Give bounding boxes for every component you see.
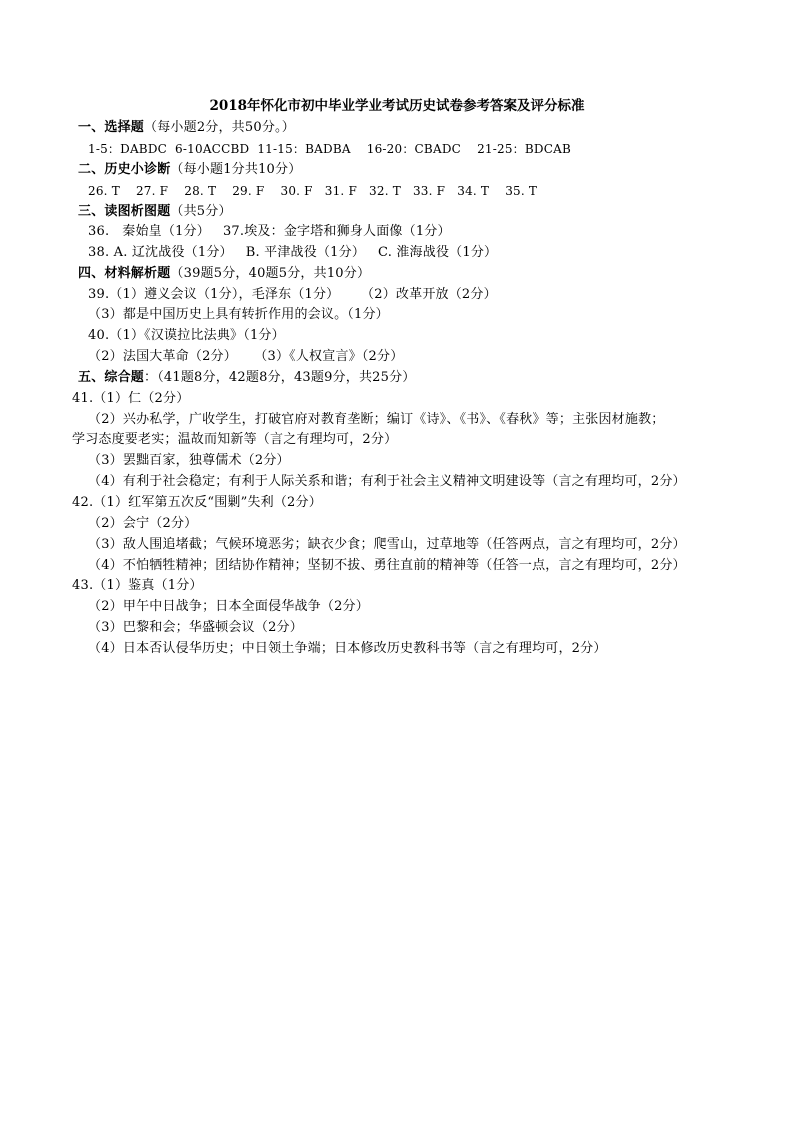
q43-part-1: 43.（1）鉴真（1分） <box>72 578 203 593</box>
section-4-line-1: 39.（1）遵义会议（1分），毛泽东（1分） （2）改革开放（2分） <box>88 287 497 302</box>
q41-part-4: （4）有利于社会稳定；有利于人际关系和谐；有利于社会主义精神文明建设等（言之有理均可，2分） <box>88 474 686 489</box>
section-3-line <box>78 202 232 222</box>
q41-part-2-line-a: （2）兴办私学，广收学生，打破官府对教育垄断；编订《诗》、《书》、《春秋》等；主张因材施教； <box>88 412 665 427</box>
document-title: 2018年怀化市初中毕业学业考试历史试卷参考答案及评分标准 <box>209 98 585 114</box>
q41-part-3: （3）罢黜百家，独尊儒术（2分） <box>88 453 290 468</box>
section-note: （共5分） <box>170 204 232 219</box>
section-5-line <box>78 368 416 388</box>
section-heading: 五、综合题 <box>78 370 145 385</box>
section-heading: 一、选择题 <box>78 120 145 135</box>
section-note: ：（41题8分，42题8分，43题9分，共25分） <box>144 370 416 385</box>
section-heading: 四、材料解析题 <box>78 266 171 281</box>
q43-part-2: （2）甲午中日战争；日本全面侵华战争（2分） <box>88 599 369 614</box>
section-2-line <box>78 160 301 180</box>
section-note: （每小题1分共10分） <box>170 162 302 177</box>
section-3-line-2: 38. A. 辽沈战役（1分） B. 平津战役（1分） C. 淮海战役（1分） <box>88 245 498 260</box>
section-1-answers: 1-5：DABDC 6-10ACCBD 11-15：BADBA 16-20：CBADC 21-25：BDCAB <box>88 142 571 156</box>
section-note: （每小题2分，共50分。） <box>144 120 295 135</box>
section-4-line-3: 40.（1）《汉谟拉比法典》（1分） <box>88 328 285 343</box>
section-4-line-4: （2）法国大革命（2分） （3）《人权宣言》（2分） <box>88 349 404 364</box>
q41-part-2-line-b: 学习态度要老实；温故而知新等（言之有理均可，2分） <box>72 432 398 447</box>
section-4-line <box>78 264 370 284</box>
q42-part-1: 42.（1）红军第五次反“围剿”失利（2分） <box>72 495 322 510</box>
section-note: （39题5分，40题5分，共10分） <box>170 266 371 281</box>
section-1-line <box>78 118 295 138</box>
q42-part-3: （3）敌人围追堵截；气候环境恶劣；缺衣少食；爬雪山，过草地等（任答两点，言之有理均可，2分） <box>88 537 686 552</box>
section-4-line-2: （3）都是中国历史上具有转折作用的会议。（1分） <box>88 307 389 322</box>
q42-part-2: （2）会宁（2分） <box>88 516 198 531</box>
q43-part-4: （4）日本否认侵华历史；中日领土争端；日本修改历史教科书等（言之有理均可，2分） <box>88 641 607 656</box>
section-heading: 三、读图析图题 <box>78 204 171 219</box>
q42-part-4: （4）不怕牺牲精神；团结协作精神；坚韧不拔、勇往直前的精神等（任答一点，言之有理均可，2分） <box>88 558 686 573</box>
section-2-answers: 26. T 27. F 28. T 29. F 30. F 31. F 32. T 33. F 34. T 35. T <box>88 184 538 198</box>
q43-part-3: （3）巴黎和会；华盛顿会议（2分） <box>88 620 303 635</box>
section-3-line-1: 36. 秦始皇（1分） 37.埃及：金字塔和狮身人面像（1分） <box>88 224 451 239</box>
section-heading: 二、历史小诊断 <box>78 162 171 177</box>
q41-part-1: 41.（1）仁（2分） <box>72 391 190 406</box>
